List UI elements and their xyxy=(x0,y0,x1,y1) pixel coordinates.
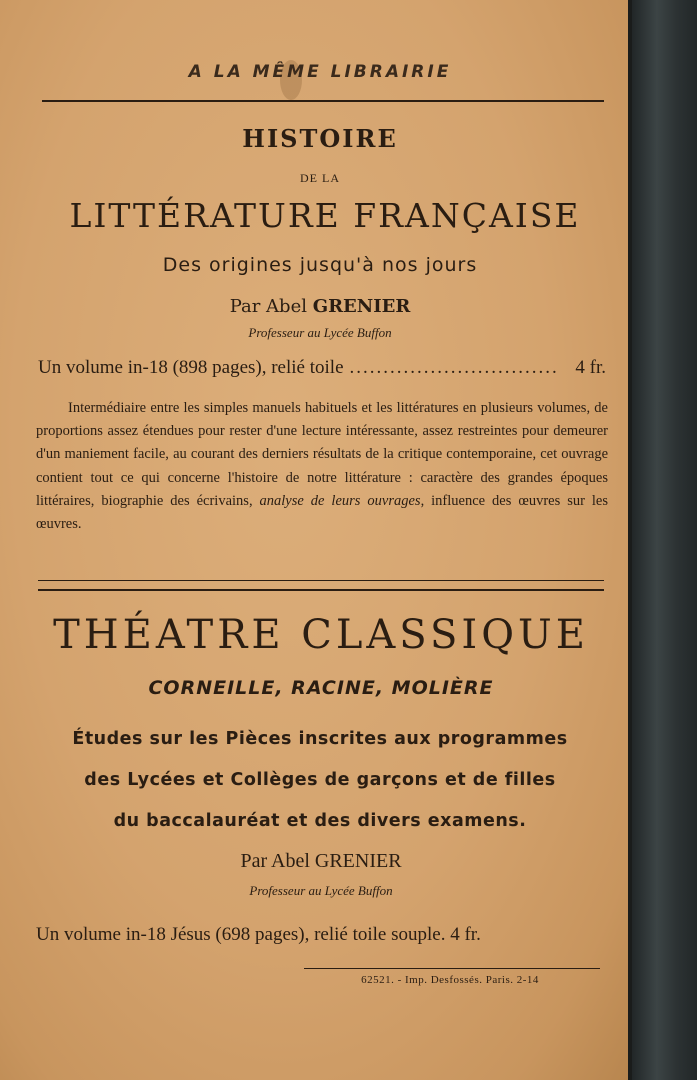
book2-price-line: Un volume in-18 Jésus (698 pages), relié toile souple. 4 fr. xyxy=(36,924,481,945)
book1-description-end: , influence des œuvres sur les œuvres. xyxy=(36,492,608,533)
imprint-rule xyxy=(304,968,600,969)
section-rule-bottom xyxy=(38,589,604,591)
book1-title-main: LITTÉRATURE FRANÇAISE xyxy=(69,196,581,235)
book1-description xyxy=(36,397,608,536)
book1-price-dots: ............................... xyxy=(349,357,559,378)
book1-subtitle: Des origines jusqu'à nos jours xyxy=(162,254,478,276)
book2-line1: Études sur les Pièces inscrites aux programmes xyxy=(72,729,568,749)
book1-description-plain: Intermédiaire entre les simples manuels habituels et les littératures en plusieurs volumes, de proportions assez étendues pour rester d'une lecture intéressante, assez restreintes pour demeurer d'un maniement facile, au courant des derniers résultats de la critique contemporaine, cet ouvrage contient tout ce qui concerne l'histoire de notre littérature : caractère des grandes époques littéraires, biographie des écrivains, xyxy=(36,400,608,509)
section-rule-top xyxy=(38,580,604,581)
book2-authors: CORNEILLE, RACINE, MOLIÈRE xyxy=(148,677,494,699)
book1-price-line xyxy=(38,357,606,379)
book1-author-name: GRENIER xyxy=(312,296,411,317)
header-rule xyxy=(42,100,604,102)
book1-author-role: Professeur au Lycée Buffon xyxy=(248,325,392,340)
printer-imprint: 62521. - Imp. Desfossés. Paris. 2-14 xyxy=(361,974,539,986)
book1-description-italic: analyse de leurs ouvrages xyxy=(259,492,421,509)
book2-author-role: Professeur au Lycée Buffon xyxy=(249,883,393,898)
book1-author-prefix: Par Abel xyxy=(229,296,313,317)
book2-author: Par Abel GRENIER xyxy=(240,850,402,872)
book-spine xyxy=(630,0,697,1080)
book1-price: 4 fr. xyxy=(575,357,606,378)
book2-line2: des Lycées et Collèges de garçons et de filles xyxy=(84,770,556,790)
book1-price-desc: Un volume in-18 (898 pages), relié toile xyxy=(38,357,344,378)
book2-line3: du baccalauréat et des divers examens. xyxy=(113,811,527,831)
book1-title-top: HISTOIRE xyxy=(242,124,398,153)
book1-author xyxy=(40,296,600,317)
book2-title: THÉATRE CLASSIQUE xyxy=(53,612,589,658)
book1-title-de-la: DE LA xyxy=(300,171,340,185)
publisher-header: A LA MÊME LIBRAIRIE xyxy=(188,62,452,82)
